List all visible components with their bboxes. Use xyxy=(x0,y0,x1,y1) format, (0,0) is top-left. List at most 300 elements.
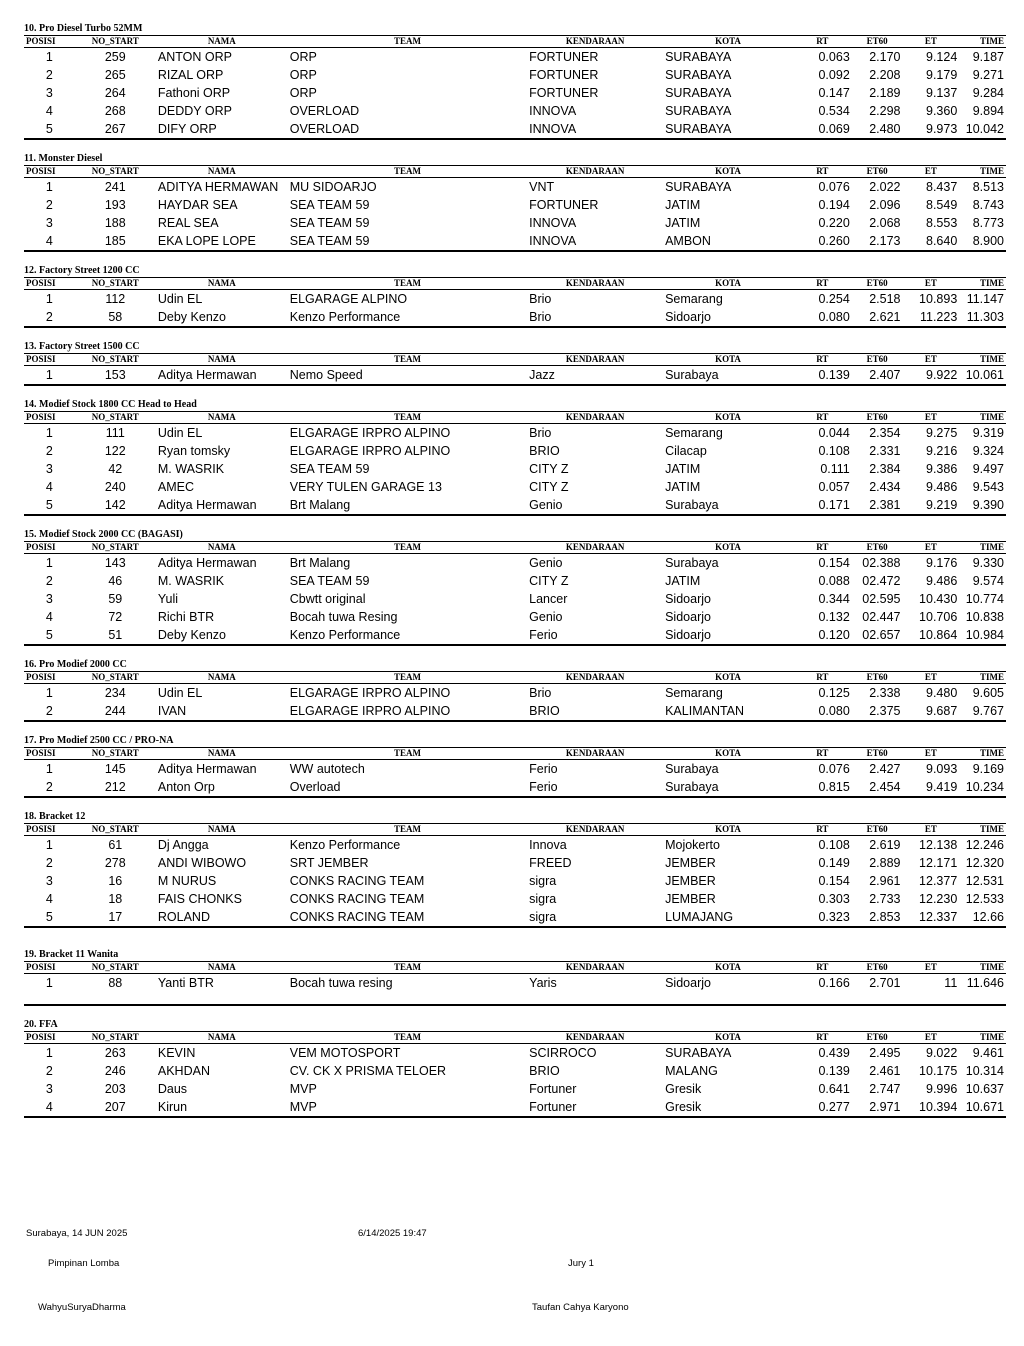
cell-start-number: 111 xyxy=(105,426,125,440)
cell-position: 5 xyxy=(45,122,53,136)
cell-elapsed-time: 9.480 xyxy=(926,686,958,700)
cell-et60: 2.331 xyxy=(869,444,901,458)
table-row xyxy=(24,1098,1006,1117)
cell-city: SURABAYA xyxy=(665,86,732,100)
cell-city: SURABAYA xyxy=(665,104,732,118)
class-section xyxy=(24,734,1006,798)
cell-team: Overload xyxy=(289,780,341,794)
cell-elapsed-time: 9.093 xyxy=(926,762,958,776)
cell-team: CONKS RACING TEAM xyxy=(289,892,425,906)
printed-timestamp: 6/14/2025 19:47 xyxy=(358,1228,427,1239)
class-section xyxy=(24,264,1006,328)
column-header-total-time: TIME xyxy=(959,824,1006,836)
empty-cell xyxy=(852,992,903,1005)
cell-reaction-time: 0.125 xyxy=(818,686,850,700)
cell-start-number: 122 xyxy=(104,444,126,458)
results-table xyxy=(24,823,1006,928)
cell-position: 3 xyxy=(45,1082,53,1096)
cell-driver-name: Dj Angga xyxy=(157,838,209,852)
cell-reaction-time: 0.076 xyxy=(818,762,850,776)
class-title: 18. Bracket 12 xyxy=(24,811,86,822)
cell-city: Semarang xyxy=(665,426,723,440)
class-title: 19. Bracket 11 Wanita xyxy=(24,949,119,960)
cell-reaction-time: 0.092 xyxy=(818,68,850,82)
cell-elapsed-time: 11 xyxy=(944,976,958,990)
column-header-reaction-time: RT xyxy=(793,542,852,554)
column-header-et60: ET60 xyxy=(852,672,903,684)
column-header-position: POSISI xyxy=(24,748,75,760)
cell-driver-name: Ryan tomsky xyxy=(157,444,231,458)
header-row xyxy=(24,36,1006,48)
cell-team: CONKS RACING TEAM xyxy=(289,874,425,888)
cell-team: Kenzo Performance xyxy=(289,838,401,852)
cell-reaction-time: 0.260 xyxy=(818,234,850,248)
cell-start-number: 193 xyxy=(104,198,126,212)
class-title: 11. Monster Diesel xyxy=(24,153,103,164)
empty-cell xyxy=(663,992,793,1005)
cell-elapsed-time: 9.219 xyxy=(926,498,958,512)
cell-vehicle: FORTUNER xyxy=(529,86,599,100)
cell-reaction-time: 0.080 xyxy=(818,310,850,324)
cell-start-number: 234 xyxy=(104,686,126,700)
table-row xyxy=(24,1062,1006,1080)
class-section xyxy=(24,658,1006,722)
column-header-driver-name: NAMA xyxy=(156,278,288,290)
cell-reaction-time: 0.139 xyxy=(818,368,850,382)
column-header-city: KOTA xyxy=(663,1032,793,1044)
cell-start-number: 88 xyxy=(108,976,123,990)
column-header-position: POSISI xyxy=(24,824,75,836)
cell-city: LUMAJANG xyxy=(665,910,734,924)
empty-cell xyxy=(288,992,527,1005)
table-row xyxy=(24,308,1006,327)
cell-elapsed-time: 9.275 xyxy=(926,426,958,440)
column-header-position: POSISI xyxy=(24,672,75,684)
cell-city: Surabaya xyxy=(665,556,719,570)
cell-start-number: 268 xyxy=(104,104,126,118)
header-row xyxy=(24,354,1006,366)
cell-et60: 2.733 xyxy=(869,892,901,906)
column-header-city: KOTA xyxy=(663,278,793,290)
class-section xyxy=(24,22,1006,140)
table-row xyxy=(24,48,1006,67)
cell-vehicle: CITY Z xyxy=(529,462,569,476)
cell-start-number: 264 xyxy=(104,86,126,100)
cell-vehicle: SCIRROCO xyxy=(529,1046,597,1060)
table-row xyxy=(24,178,1006,197)
cell-position: 1 xyxy=(45,50,53,64)
table-row xyxy=(24,778,1006,797)
cell-reaction-time: 0.057 xyxy=(818,480,850,494)
table-row xyxy=(24,120,1006,139)
cell-vehicle: INNOVA xyxy=(529,122,577,136)
cell-position: 4 xyxy=(45,892,53,906)
cell-total-time: 8.743 xyxy=(972,198,1004,212)
column-header-team: TEAM xyxy=(288,542,527,554)
column-header-city: KOTA xyxy=(663,354,793,366)
cell-start-number: 142 xyxy=(104,498,126,512)
cell-team: Nemo Speed xyxy=(289,368,363,382)
cell-reaction-time: 0.277 xyxy=(818,1100,850,1114)
cell-driver-name: IVAN xyxy=(157,704,187,718)
cell-position: 2 xyxy=(45,856,53,870)
cell-city: SURABAYA xyxy=(665,50,732,64)
cell-city: SURABAYA xyxy=(665,180,732,194)
cell-position: 5 xyxy=(45,628,53,642)
cell-vehicle: Jazz xyxy=(529,368,555,382)
column-header-driver-name: NAMA xyxy=(156,412,288,424)
cell-start-number: 185 xyxy=(104,234,126,248)
column-header-driver-name: NAMA xyxy=(156,1032,288,1044)
column-header-city: KOTA xyxy=(663,412,793,424)
cell-elapsed-time: 10.175 xyxy=(919,1064,958,1078)
cell-vehicle: INNOVA xyxy=(529,104,577,118)
cell-start-number: 207 xyxy=(104,1100,126,1114)
cell-position: 1 xyxy=(45,838,53,852)
cell-et60: 2.338 xyxy=(869,686,901,700)
column-header-et60: ET60 xyxy=(852,278,903,290)
class-section xyxy=(24,398,1006,516)
table-row xyxy=(24,760,1006,779)
cell-position: 1 xyxy=(45,368,53,382)
cell-driver-name: Aditya Hermawan xyxy=(157,762,257,776)
results-table xyxy=(24,747,1006,798)
table-row xyxy=(24,854,1006,872)
cell-start-number: 143 xyxy=(104,556,126,570)
class-section xyxy=(24,810,1006,928)
column-header-elapsed-time: ET xyxy=(902,824,959,836)
cell-et60: 2.971 xyxy=(869,1100,901,1114)
class-title: 13. Factory Street 1500 CC xyxy=(24,341,140,352)
column-header-position: POSISI xyxy=(24,542,75,554)
cell-reaction-time: 0.069 xyxy=(818,122,850,136)
results-table xyxy=(24,165,1006,252)
cell-city: JATIM xyxy=(665,574,701,588)
table-row xyxy=(24,626,1006,645)
cell-team: CONKS RACING TEAM xyxy=(289,910,425,924)
cell-vehicle: CITY Z xyxy=(529,480,569,494)
cell-reaction-time: 0.254 xyxy=(818,292,850,306)
cell-vehicle: Genio xyxy=(529,610,563,624)
column-header-position: POSISI xyxy=(24,412,75,424)
cell-city: Semarang xyxy=(665,686,723,700)
cell-vehicle: FORTUNER xyxy=(529,50,599,64)
cell-reaction-time: 0.439 xyxy=(818,1046,850,1060)
table-row xyxy=(24,890,1006,908)
cell-position: 1 xyxy=(45,292,53,306)
cell-driver-name: Yanti BTR xyxy=(157,976,214,990)
cell-total-time: 12.533 xyxy=(965,892,1004,906)
cell-city: Surabaya xyxy=(665,780,719,794)
cell-position: 2 xyxy=(45,68,53,82)
cell-vehicle: Genio xyxy=(529,498,563,512)
column-header-et60: ET60 xyxy=(852,962,903,974)
cell-position: 3 xyxy=(45,86,53,100)
cell-vehicle: Ferio xyxy=(529,628,558,642)
cell-vehicle: FORTUNER xyxy=(529,68,599,82)
column-header-reaction-time: RT xyxy=(793,748,852,760)
table-row xyxy=(24,572,1006,590)
cell-et60: 2.427 xyxy=(869,762,901,776)
cell-position: 1 xyxy=(45,762,53,776)
cell-vehicle: BRIO xyxy=(529,1064,560,1078)
cell-vehicle: Fortuner xyxy=(529,1100,577,1114)
results-table xyxy=(24,541,1006,646)
cell-start-number: 16 xyxy=(108,874,123,888)
column-header-vehicle: KENDARAAN xyxy=(527,748,663,760)
column-header-driver-name: NAMA xyxy=(156,354,288,366)
column-header-city: KOTA xyxy=(663,748,793,760)
table-row xyxy=(24,908,1006,927)
header-row xyxy=(24,962,1006,974)
cell-vehicle: sigra xyxy=(529,874,557,888)
cell-start-number: 46 xyxy=(108,574,123,588)
cell-team: MVP xyxy=(289,1100,317,1114)
cell-position: 1 xyxy=(45,686,53,700)
column-header-start-number: NO_START xyxy=(75,962,156,974)
column-header-elapsed-time: ET xyxy=(902,748,959,760)
cell-total-time: 8.773 xyxy=(972,216,1004,230)
cell-et60: 2.461 xyxy=(869,1064,901,1078)
cell-driver-name: Udin EL xyxy=(157,686,203,700)
column-header-vehicle: KENDARAAN xyxy=(527,1032,663,1044)
results-table xyxy=(24,353,1006,386)
cell-team: Brt Malang xyxy=(289,498,351,512)
results-table xyxy=(24,35,1006,140)
cell-start-number: 278 xyxy=(104,856,126,870)
column-header-team: TEAM xyxy=(288,824,527,836)
jury-title: Jury 1 xyxy=(568,1258,594,1269)
cell-et60: 2.480 xyxy=(869,122,901,136)
cell-driver-name: Daus xyxy=(157,1082,188,1096)
cell-vehicle: sigra xyxy=(529,892,557,906)
cell-team: Kenzo Performance xyxy=(289,628,401,642)
empty-row xyxy=(24,992,1006,1005)
cell-reaction-time: 0.154 xyxy=(818,556,850,570)
class-title: 16. Pro Modief 2000 CC xyxy=(24,659,127,670)
cell-elapsed-time: 9.419 xyxy=(926,780,958,794)
cell-elapsed-time: 9.179 xyxy=(926,68,958,82)
cell-driver-name: M NURUS xyxy=(157,874,217,888)
cell-position: 2 xyxy=(45,574,53,588)
cell-vehicle: Lancer xyxy=(529,592,568,606)
cell-vehicle: Ferio xyxy=(529,762,558,776)
cell-elapsed-time: 8.640 xyxy=(926,234,958,248)
cell-city: Sidoarjo xyxy=(665,628,711,642)
cell-vehicle: Yaris xyxy=(529,976,557,990)
column-header-position: POSISI xyxy=(24,962,75,974)
cell-driver-name: Yuli xyxy=(157,592,179,606)
cell-start-number: 112 xyxy=(105,292,126,306)
table-row xyxy=(24,460,1006,478)
cell-team: VERY TULEN GARAGE 13 xyxy=(289,480,442,494)
table-row xyxy=(24,872,1006,890)
cell-start-number: 17 xyxy=(108,910,123,924)
cell-elapsed-time: 9.922 xyxy=(926,368,958,382)
cell-total-time: 10.234 xyxy=(965,780,1004,794)
class-title: 20. FFA xyxy=(24,1019,58,1030)
cell-team: CV. CK X PRISMA TELOER xyxy=(289,1064,447,1078)
column-header-position: POSISI xyxy=(24,354,75,366)
cell-start-number: 72 xyxy=(108,610,123,624)
column-header-vehicle: KENDARAAN xyxy=(527,166,663,178)
cell-driver-name: Kirun xyxy=(157,1100,188,1114)
cell-elapsed-time: 12.337 xyxy=(919,910,958,924)
cell-total-time: 9.461 xyxy=(972,1046,1004,1060)
table-row xyxy=(24,196,1006,214)
cell-elapsed-time: 10.893 xyxy=(919,292,958,306)
column-header-et60: ET60 xyxy=(852,748,903,760)
cell-team: Brt Malang xyxy=(289,556,351,570)
cell-total-time: 12.66 xyxy=(972,910,1004,924)
cell-reaction-time: 0.147 xyxy=(818,86,850,100)
cell-start-number: 265 xyxy=(104,68,126,82)
cell-position: 4 xyxy=(45,104,53,118)
column-header-elapsed-time: ET xyxy=(902,1032,959,1044)
cell-city: Surabaya xyxy=(665,762,719,776)
cell-elapsed-time: 9.124 xyxy=(926,50,958,64)
cell-total-time: 11.147 xyxy=(966,292,1004,306)
column-header-vehicle: KENDARAAN xyxy=(527,672,663,684)
cell-elapsed-time: 10.430 xyxy=(919,592,958,606)
column-header-start-number: NO_START xyxy=(75,278,156,290)
table-row xyxy=(24,702,1006,721)
column-header-position: POSISI xyxy=(24,278,75,290)
cell-team: ELGARAGE ALPINO xyxy=(289,292,408,306)
cell-total-time: 10.061 xyxy=(965,368,1004,382)
cell-vehicle: Fortuner xyxy=(529,1082,577,1096)
cell-team: SEA TEAM 59 xyxy=(289,216,370,230)
results-table xyxy=(24,961,1006,1006)
cell-start-number: 59 xyxy=(108,592,123,606)
column-header-et60: ET60 xyxy=(852,1032,903,1044)
cell-driver-name: ANDI WIBOWO xyxy=(157,856,247,870)
cell-total-time: 9.284 xyxy=(972,86,1004,100)
cell-total-time: 9.605 xyxy=(972,686,1004,700)
header-row xyxy=(24,278,1006,290)
table-row xyxy=(24,1044,1006,1063)
cell-start-number: 145 xyxy=(104,762,126,776)
cell-position: 5 xyxy=(45,910,53,924)
cell-et60: 2.381 xyxy=(869,498,901,512)
cell-driver-name: AMEC xyxy=(157,480,194,494)
cell-driver-name: ANTON ORP xyxy=(157,50,232,64)
cell-start-number: 244 xyxy=(104,704,126,718)
table-row xyxy=(24,590,1006,608)
cell-vehicle: Brio xyxy=(529,310,552,324)
cell-team: ELGARAGE IRPRO ALPINO xyxy=(289,426,451,440)
cell-et60: 2.747 xyxy=(869,1082,901,1096)
cell-reaction-time: 0.044 xyxy=(818,426,850,440)
cell-driver-name: Udin EL xyxy=(157,426,203,440)
cell-team: SEA TEAM 59 xyxy=(289,462,370,476)
header-row xyxy=(24,748,1006,760)
column-header-start-number: NO_START xyxy=(75,354,156,366)
cell-total-time: 10.984 xyxy=(965,628,1004,642)
cell-vehicle: Genio xyxy=(529,556,563,570)
column-header-total-time: TIME xyxy=(959,36,1006,48)
cell-team: OVERLOAD xyxy=(289,122,360,136)
cell-reaction-time: 0.108 xyxy=(818,838,850,852)
cell-total-time: 12.320 xyxy=(965,856,1004,870)
cell-city: AMBON xyxy=(665,234,711,248)
empty-cell xyxy=(75,992,156,1005)
column-header-team: TEAM xyxy=(288,1032,527,1044)
cell-start-number: 42 xyxy=(108,462,123,476)
cell-total-time: 9.271 xyxy=(972,68,1004,82)
cell-position: 1 xyxy=(45,976,53,990)
column-header-city: KOTA xyxy=(663,824,793,836)
cell-et60: 2.621 xyxy=(869,310,901,324)
cell-reaction-time: 0.171 xyxy=(818,498,850,512)
cell-et60: 2.518 xyxy=(869,292,901,306)
cell-reaction-time: 0.815 xyxy=(818,780,850,794)
column-header-team: TEAM xyxy=(288,672,527,684)
cell-city: KALIMANTAN xyxy=(665,704,745,718)
cell-et60: 2.068 xyxy=(869,216,901,230)
column-header-team: TEAM xyxy=(288,166,527,178)
cell-reaction-time: 0.344 xyxy=(818,592,850,606)
cell-total-time: 9.390 xyxy=(972,498,1004,512)
table-row xyxy=(24,554,1006,573)
cell-reaction-time: 0.154 xyxy=(818,874,850,888)
cell-driver-name: Aditya Hermawan xyxy=(157,556,257,570)
results-table xyxy=(24,1031,1006,1118)
jury-name: Taufan Cahya Karyono xyxy=(532,1302,629,1313)
cell-city: SURABAYA xyxy=(665,1046,732,1060)
column-header-reaction-time: RT xyxy=(793,36,852,48)
results-table xyxy=(24,411,1006,516)
cell-total-time: 10.671 xyxy=(965,1100,1004,1114)
table-row xyxy=(24,1080,1006,1098)
column-header-vehicle: KENDARAAN xyxy=(527,278,663,290)
cell-driver-name: Fathoni ORP xyxy=(157,86,231,100)
cell-position: 3 xyxy=(45,874,53,888)
cell-reaction-time: 0.534 xyxy=(818,104,850,118)
cell-elapsed-time: 12.230 xyxy=(919,892,958,906)
column-header-et60: ET60 xyxy=(852,542,903,554)
results-table xyxy=(24,671,1006,722)
cell-elapsed-time: 12.171 xyxy=(919,856,958,870)
class-title: 14. Modief Stock 1800 CC Head to Head xyxy=(24,399,197,410)
class-title: 12. Factory Street 1200 CC xyxy=(24,265,140,276)
cell-vehicle: INNOVA xyxy=(529,234,577,248)
cell-total-time: 9.330 xyxy=(972,556,1004,570)
cell-city: Cilacap xyxy=(665,444,707,458)
cell-position: 3 xyxy=(45,216,53,230)
cell-position: 2 xyxy=(45,310,53,324)
cell-city: Mojokerto xyxy=(665,838,720,852)
column-header-start-number: NO_START xyxy=(75,672,156,684)
column-header-driver-name: NAMA xyxy=(156,672,288,684)
results-document xyxy=(24,22,1006,1130)
cell-reaction-time: 0.323 xyxy=(818,910,850,924)
column-header-driver-name: NAMA xyxy=(156,36,288,48)
cell-position: 1 xyxy=(45,1046,53,1060)
cell-total-time: 9.319 xyxy=(972,426,1004,440)
table-row xyxy=(24,424,1006,443)
cell-total-time: 12.531 xyxy=(965,874,1004,888)
cell-position: 2 xyxy=(45,704,53,718)
cell-total-time: 11.646 xyxy=(966,976,1004,990)
table-row xyxy=(24,366,1006,386)
cell-team: SEA TEAM 59 xyxy=(289,234,370,248)
cell-elapsed-time: 9.137 xyxy=(926,86,958,100)
cell-total-time: 9.497 xyxy=(972,462,1004,476)
cell-driver-name: Richi BTR xyxy=(157,610,215,624)
column-header-elapsed-time: ET xyxy=(902,412,959,424)
cell-elapsed-time: 8.549 xyxy=(926,198,958,212)
